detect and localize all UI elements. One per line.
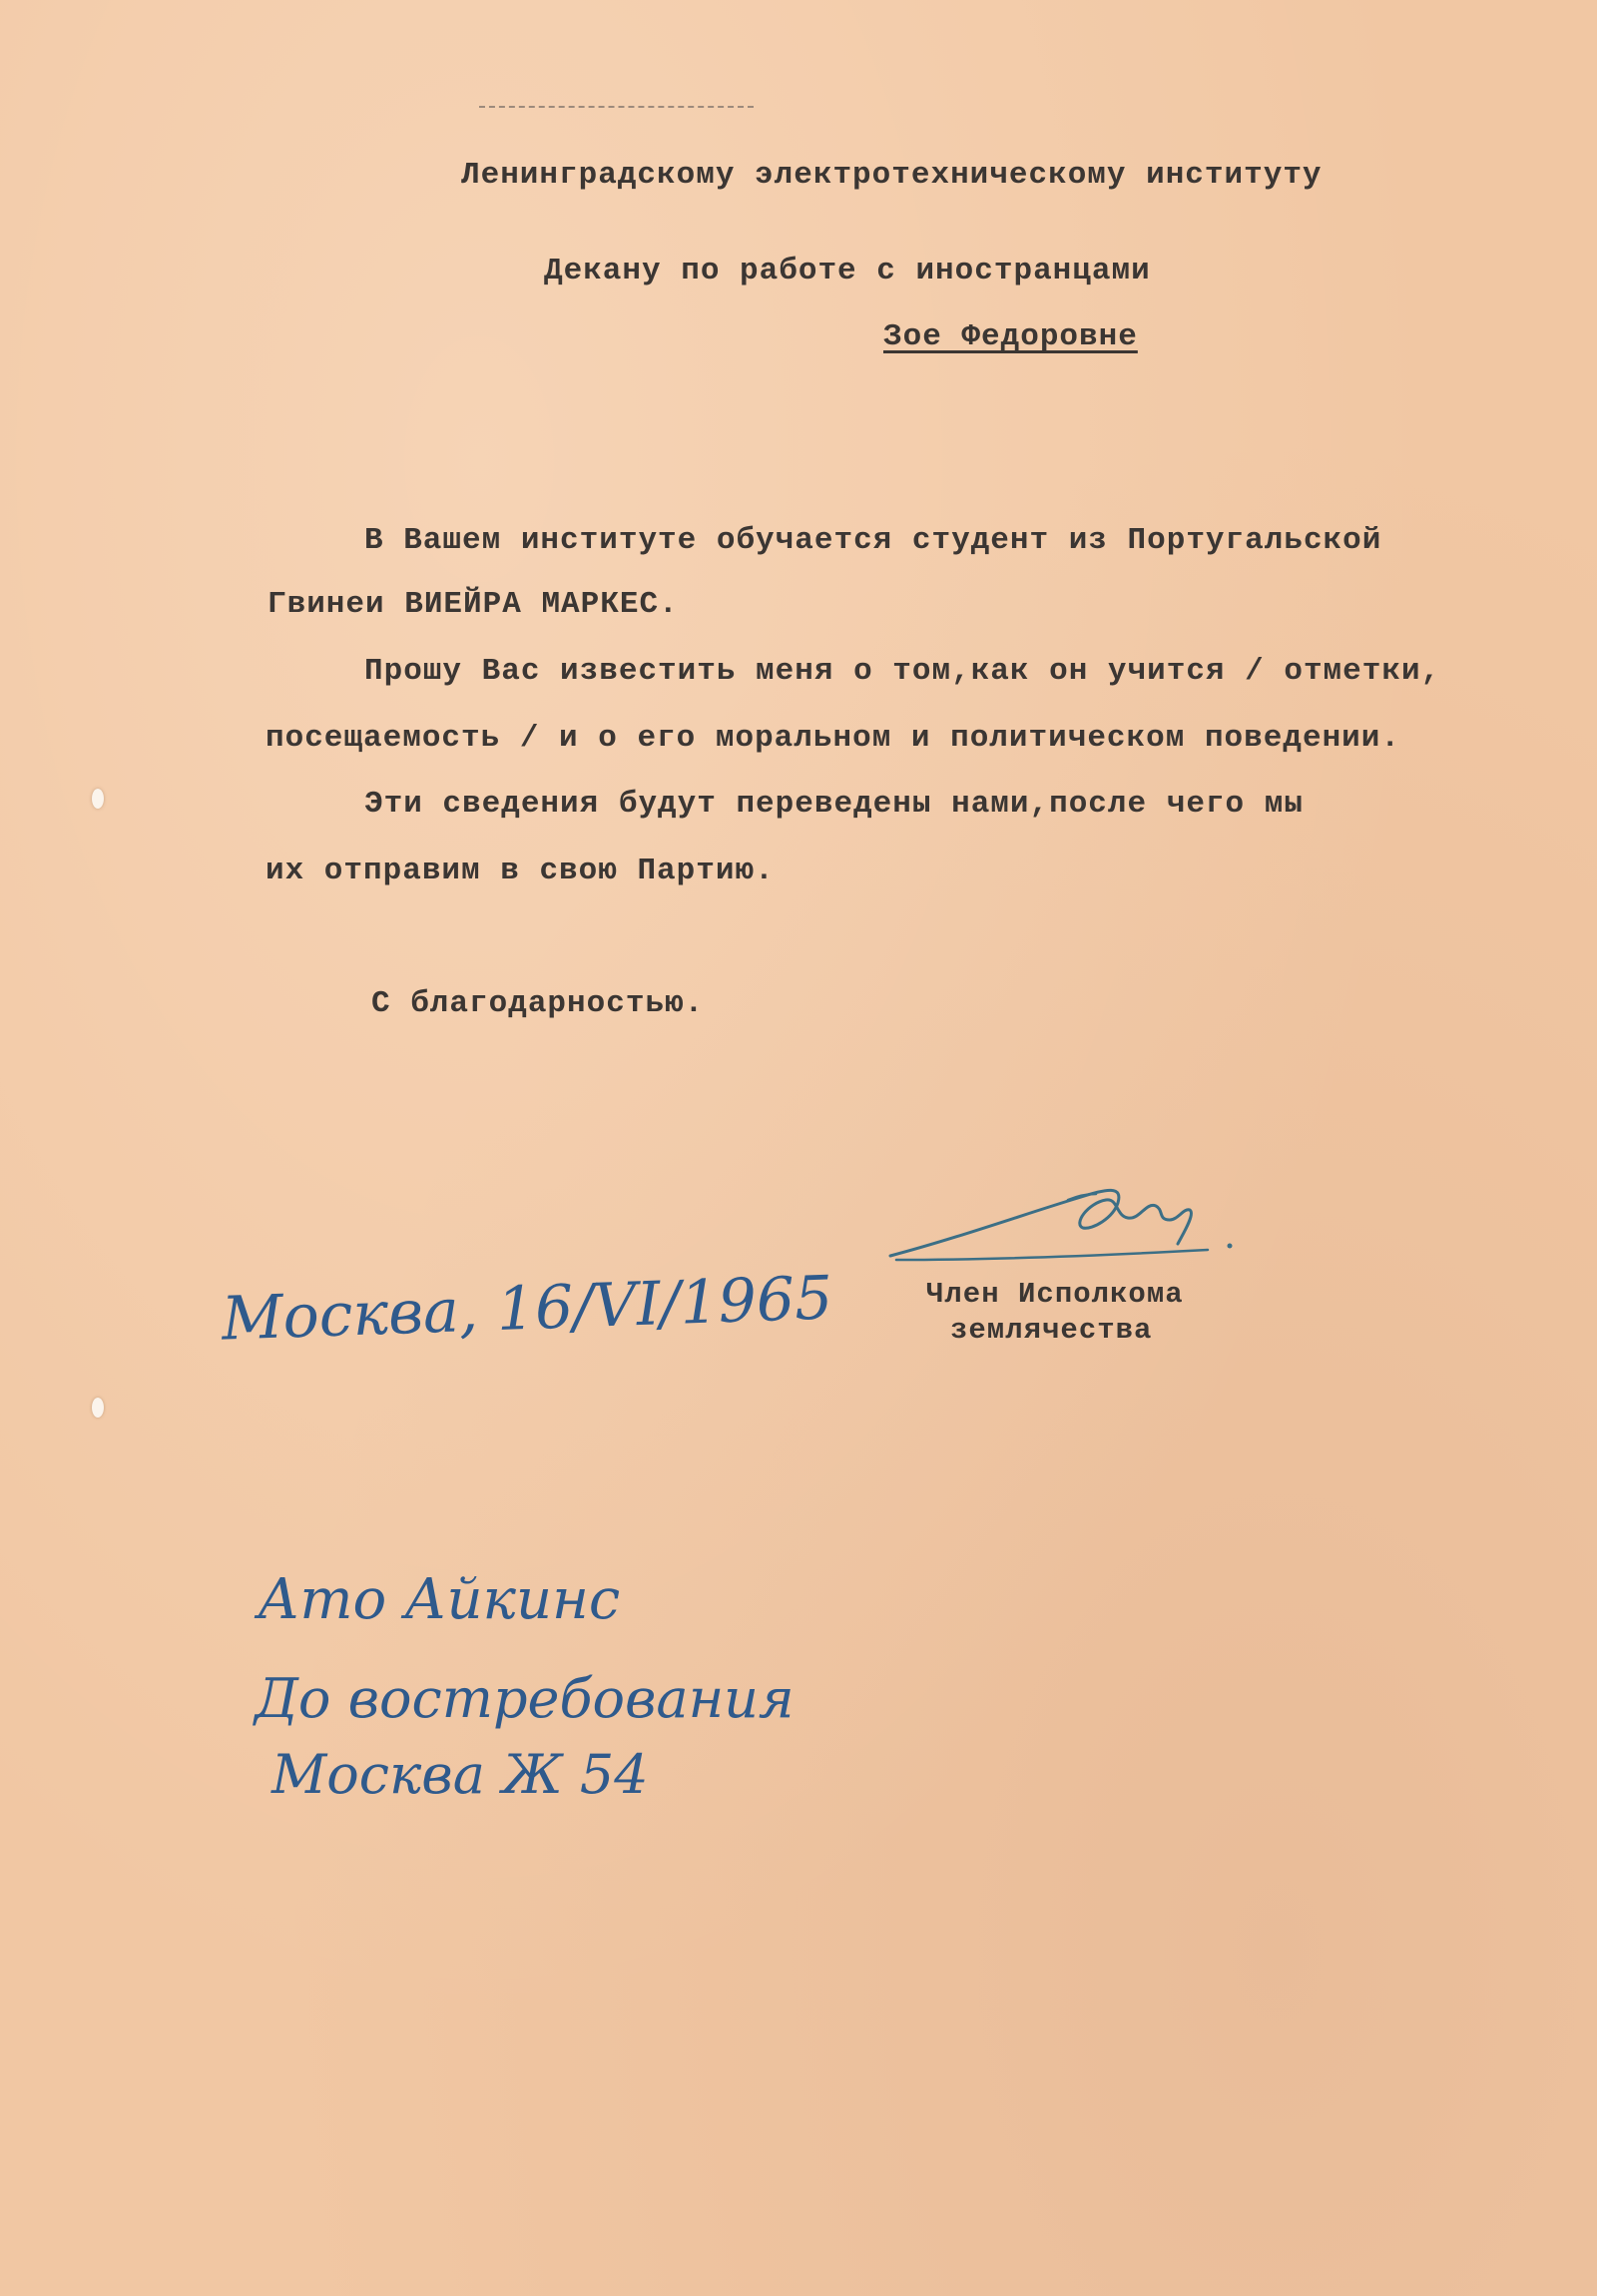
body-paragraph-1-line-2: Гвинеи ВИЕЙРА МАРКЕС.	[267, 587, 679, 622]
body-paragraph-2-line-1: Прошу Вас известить меня о том,как он учится / отметки,	[364, 654, 1441, 689]
addressee-dean: Декану по работе с иностранцами	[544, 254, 1151, 288]
punch-hole-lower	[92, 1398, 104, 1418]
addressee-institute: Ленинградскому электротехническому институту	[461, 158, 1323, 193]
signatory-title-line-2: землячества	[950, 1314, 1153, 1347]
addressee-name: Зое Федоровне	[883, 319, 1138, 354]
handwritten-address-poste-restante: До востребования	[255, 1667, 795, 1730]
body-paragraph-1-line-1: В Вашем институте обучается студент из Португальской	[364, 523, 1382, 558]
handwritten-date-place: Москва, 16/VI/1965	[220, 1263, 834, 1355]
punch-hole-upper	[92, 789, 104, 809]
closing-phrase: С благодарностью.	[371, 986, 705, 1021]
handwritten-signature	[878, 1158, 1238, 1278]
body-paragraph-2-line-2: посещаемость / и о его моральном и политическом поведении.	[266, 721, 1400, 756]
handwritten-address-city: Москва Ж 54	[271, 1743, 649, 1806]
top-dashed-rule	[479, 106, 754, 108]
body-paragraph-3-line-1: Эти сведения будут переведены нами,после чего мы	[364, 787, 1304, 822]
handwritten-address-name: Ато Айкинс	[258, 1567, 621, 1632]
body-paragraph-3-line-2: их отправим в свою Партию.	[266, 854, 775, 888]
signatory-title-line-1: Член Исполкома	[926, 1278, 1184, 1311]
